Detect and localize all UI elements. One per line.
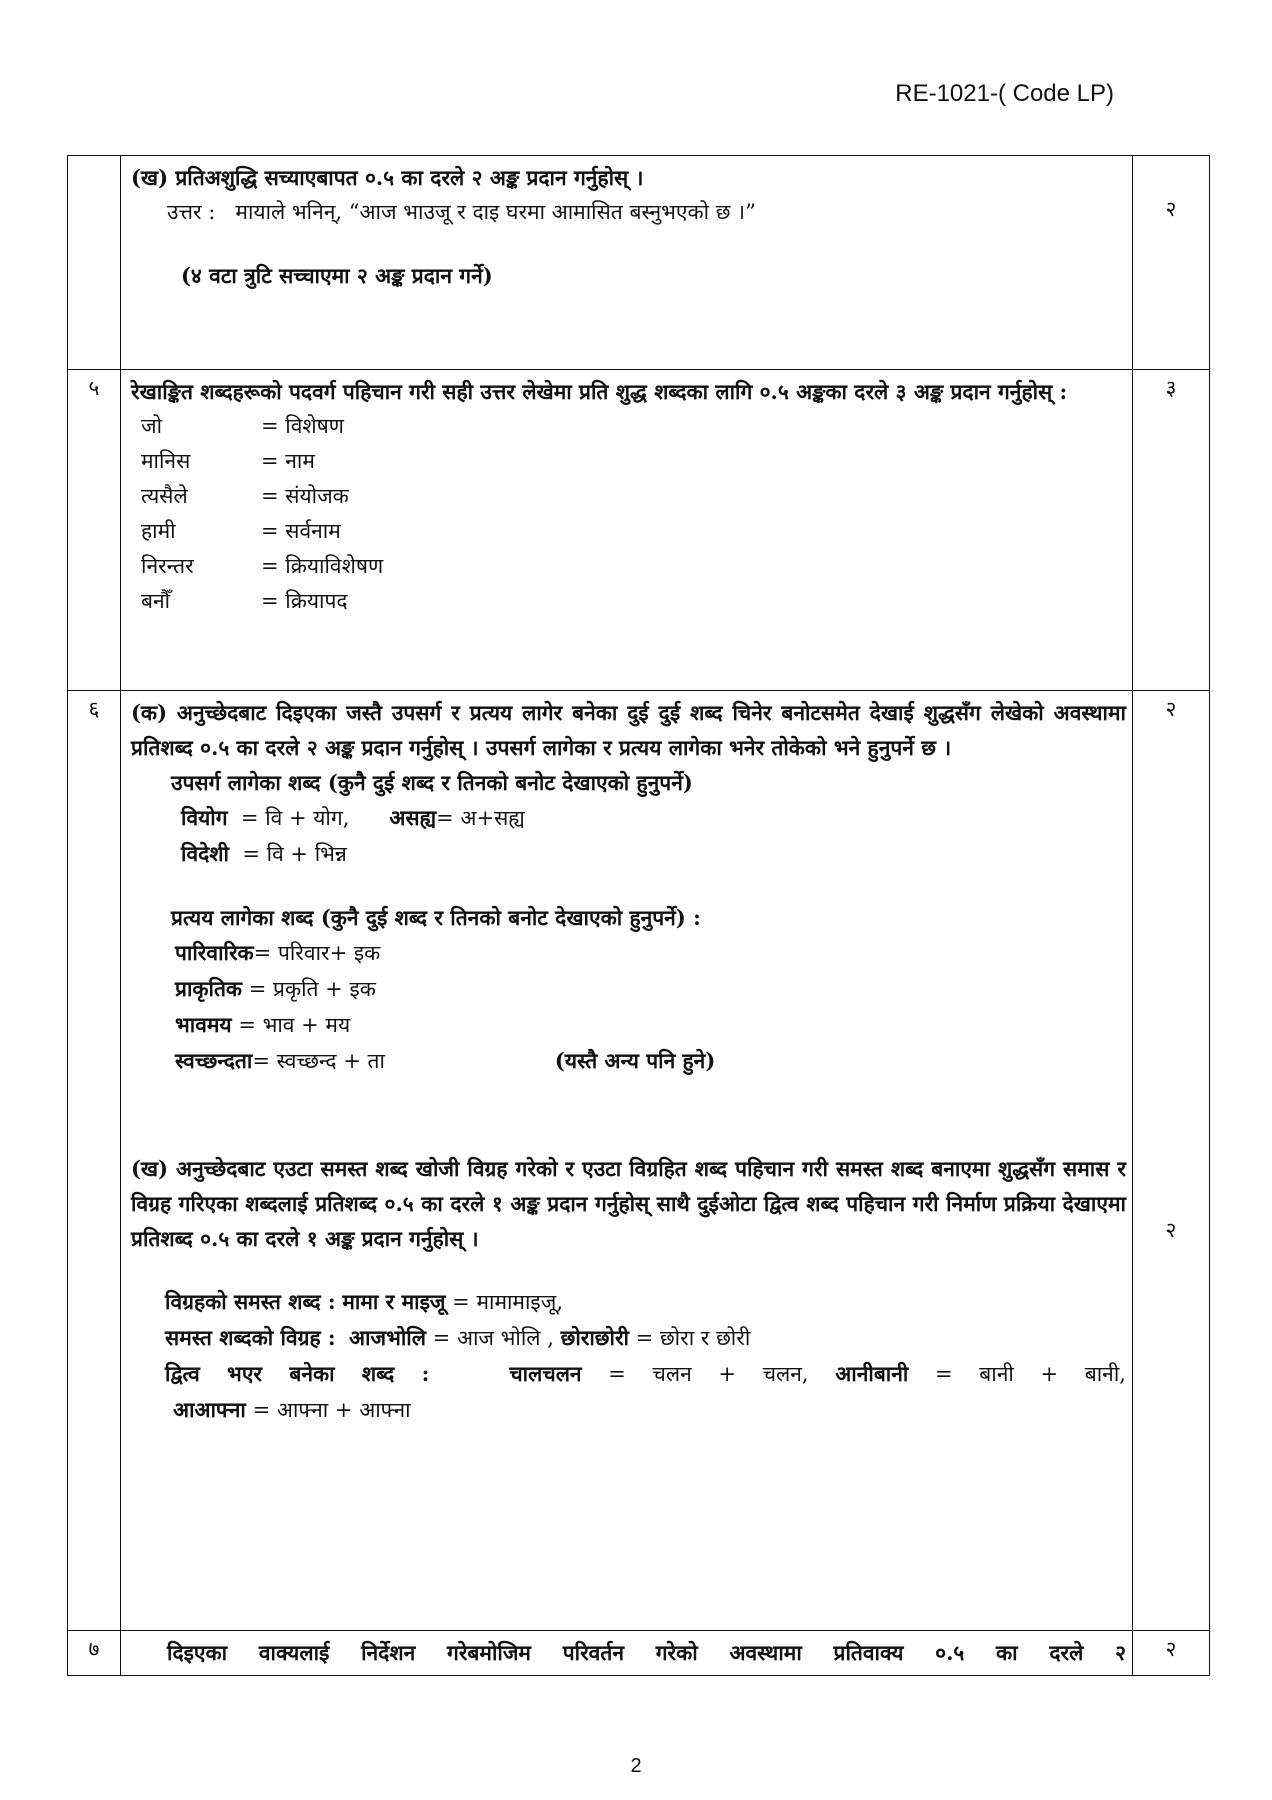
list-item: त्यसैले = संयोजक (141, 484, 349, 508)
instruction-kh: (ख) अनुच्छेदबाट एउटा समस्त शब्द खोजी विग्रह गरेको र एउटा विग्रहित शब्द पहिचान गरी समस्त शब्द बनाएमा शुद्धसँग समास र विग्रह गरिएका शब्दलाई प्रतिशब्द ०.५ का दरले १ अङ्क प्रदान गर्नुहोस् साथै दुईओटा द्वित्व शब्द पहिचान गरी निर्माण प्रक्रिया देखाएमा प्रतिशब्द ०.५ का दरले १ अङ्क प्रदान गर्नुहोस् । (131, 1156, 1126, 1251)
list-item: मानिस = नाम (141, 449, 315, 473)
list-item: आआफ्ना = आफ्ना + आफ्ना (173, 1397, 411, 1422)
page-number: 2 (630, 1755, 642, 1777)
marks-kh: २ (1165, 1218, 1177, 1242)
list-item: वियोग = वि + योग, असह्य = अ+सह्य (181, 805, 525, 830)
list-item: जो = विशेषण (141, 414, 344, 438)
marks-cell (1133, 691, 1210, 1631)
answer-text: मायाले भनिन्, “आज भाउजू र दाइ घरमा आमासित बस्नुभएको छ ।” (235, 200, 756, 224)
list-item: स्वच्छन्दता = स्वच्छन्द + ता (यस्तै अन्य पनि हुने) (175, 1043, 1126, 1079)
marks-cell: २ (1133, 156, 1210, 370)
list-item: विदेशी = वि + भिन्न (181, 841, 347, 866)
question-content (121, 1631, 1133, 1676)
table-row (68, 156, 1210, 370)
question-content (121, 691, 1133, 1631)
pratyaya-heading: प्रत्यय लागेका शब्द (कुनै दुई शब्द र तिनको बनोट देखाएको हुनुपर्ने) : (171, 905, 701, 930)
table-row (68, 691, 1210, 1631)
instruction: दिइएका वाक्यलाई निर्देशन गरेबमोजिम परिवर्तन गरेको अवस्थामा प्रतिवाक्य ०.५ का दरले २ (167, 1640, 1126, 1665)
list-item: हामी = सर्वनाम (141, 519, 341, 543)
marks-cell: २ (1133, 1631, 1210, 1676)
instruction: (ख) प्रतिअशुद्धि सच्याएबापत ०.५ का दरले २ अङ्क प्रदान गर्नुहोस् । (131, 165, 644, 190)
marking-scheme-table (67, 155, 1210, 1676)
list-item: समस्त शब्दको विग्रह : आजभोलि = आज भोलि , छोराछोरी = छोरा र छोरी (165, 1325, 751, 1350)
question-number: ७ (68, 1631, 121, 1676)
table-row (68, 370, 1210, 691)
upasarga-list (131, 800, 1126, 872)
instruction: रेखाङ्कित शब्दहरूको पदवर्ग पहिचान गरी सही उत्तर लेखेमा प्रति शुद्ध शब्दका लागि ०.५ अङ्कका दरले ३ अङ्क प्रदान गर्नुहोस् : (131, 379, 1068, 404)
list-item: विग्रहको समस्त शब्द : मामा र माइजू = मामामाइजू, (165, 1289, 564, 1314)
marks-ka: २ (1165, 697, 1177, 721)
question-number: ६ (68, 691, 121, 1631)
answer-line (131, 195, 1126, 230)
list-item: प्राकृतिक = प्रकृति + इक (175, 976, 376, 1001)
question-content (121, 156, 1133, 370)
question-content (121, 370, 1133, 691)
table-row (68, 1631, 1210, 1676)
upasarga-heading: उपसर्ग लागेका शब्द (कुनै दुई शब्द र तिनको बनोट देखाएको हुनुपर्ने) (171, 770, 693, 795)
document-code: RE-1021-( Code LP) (895, 80, 1114, 107)
question-number: ५ (68, 370, 121, 691)
answer-label: उत्तर : (167, 200, 216, 224)
list-item: द्वित्व भएर बनेका शब्द : चालचलन = चलन + चलन, आनीबानी = बानी + बानी, (165, 1361, 1126, 1386)
list-item: निरन्तर = क्रियाविशेषण (141, 554, 384, 578)
question-number (68, 156, 121, 370)
pratyaya-list (131, 935, 1126, 1079)
marks-cell: ३ (1133, 370, 1210, 691)
instruction-ka: (क) अनुच्छेदबाट दिइएका जस्तै उपसर्ग र प्रत्यय लागेर बनेका दुई दुई शब्द चिनेर बनोटसमेत देखाई शुद्धसँग लेखेको अवस्थामा प्रतिशब्द ०.५ का दरले २ अङ्क प्रदान गर्नुहोस् । उपसर्ग लागेका र प्रत्यय लागेका भनेर तोकेको भने हुनुपर्ने छ । (131, 700, 1126, 760)
answer-note: (४ वटा त्रुटि सच्चाएमा २ अङ्क प्रदान गर्ने) (181, 263, 493, 288)
list-item: पारिवारिक = परिवार+ इक (175, 940, 381, 965)
pratyaya-note: (यस्तै अन्य पनि हुने) (554, 1048, 716, 1073)
list-item: भावमय = भाव + मय (175, 1012, 351, 1037)
word-category-list (131, 409, 1126, 619)
samas-answers (131, 1284, 1126, 1428)
list-item: बनौँ = क्रियापद (141, 589, 348, 613)
